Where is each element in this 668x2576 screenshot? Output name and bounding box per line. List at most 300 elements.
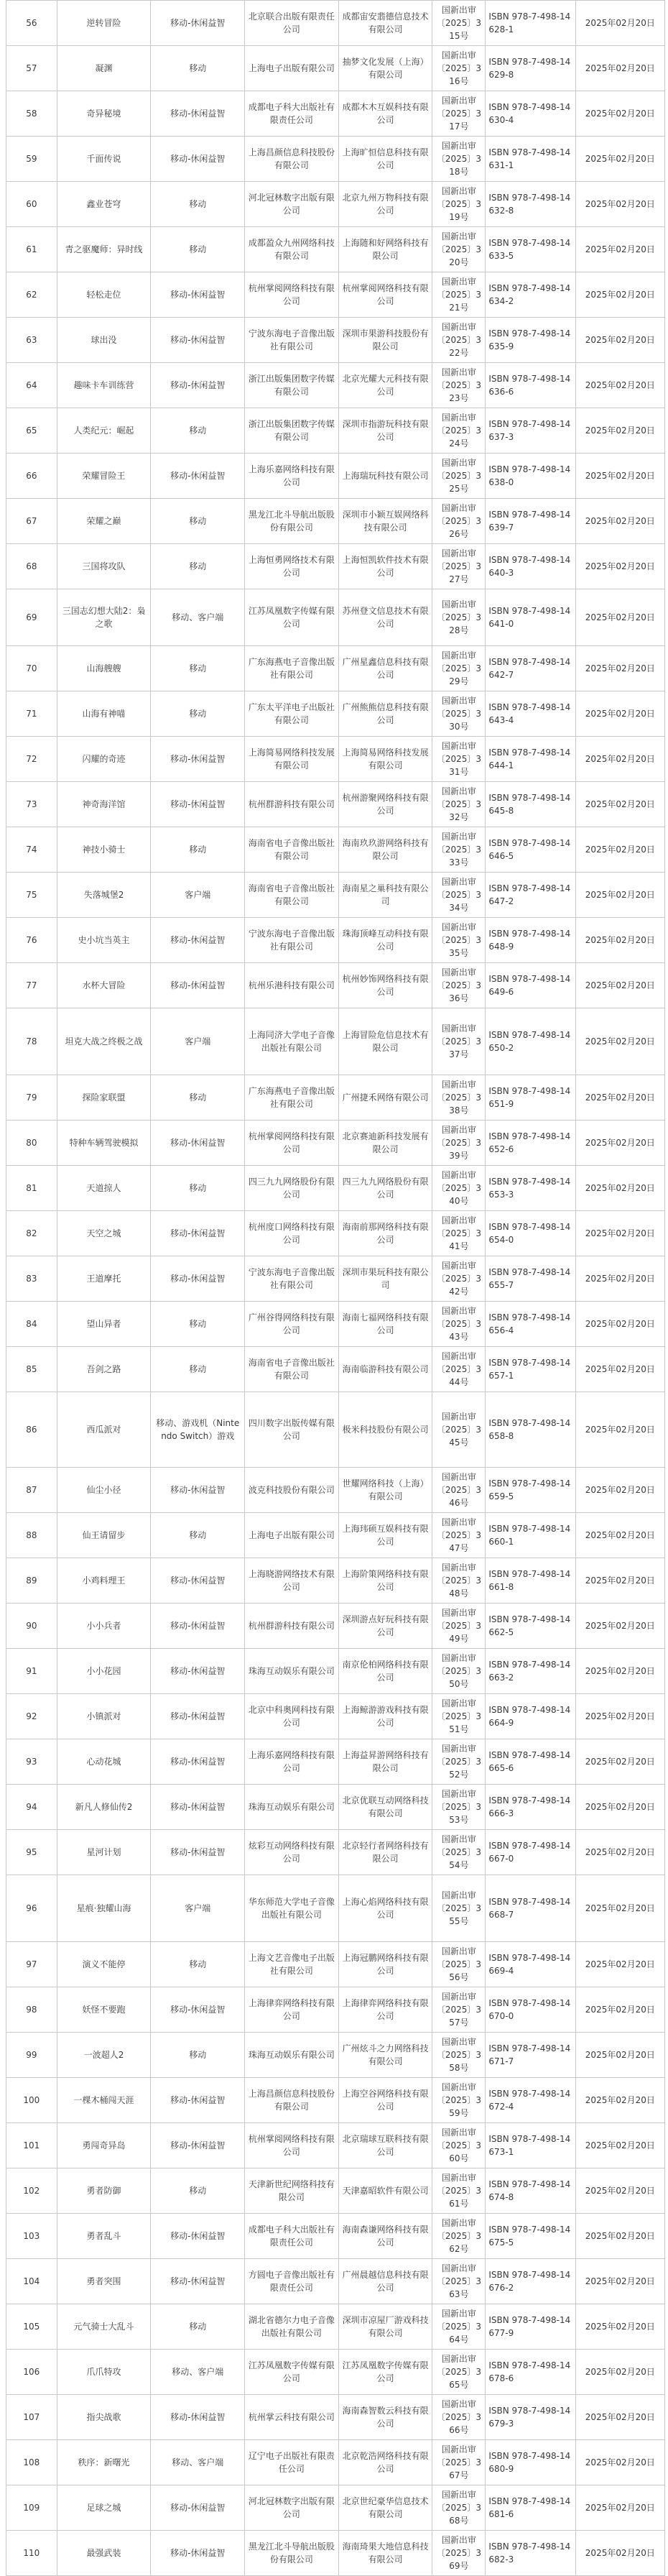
cell-game-name: 史小坑当英主	[57, 918, 151, 963]
cell-game-name: 探险家联盟	[57, 1075, 151, 1121]
cell-operator: 广州炫斗之力网络科技有限公司	[338, 2033, 432, 2078]
cell-game-name: 水杯大冒险	[57, 963, 151, 1008]
cell-operator: 四三九九网络股份有限公司	[338, 1166, 432, 1211]
cell-game-name: 仙王请留步	[57, 1513, 151, 1558]
isbn-text: ISBN 978-7-498-14680-9	[488, 2451, 571, 2474]
cell-game-type: 移动-休闲益智	[151, 318, 245, 363]
cell-publisher: 广东海燕电子音像出版社有限公司	[245, 646, 339, 691]
cell-operator: 海南星之巢科技有限公司	[338, 873, 432, 918]
table-row	[6, 2078, 665, 2123]
cell-publisher: 成都电子科大出版社有限责任公司	[245, 2214, 339, 2259]
cell-game-type: 移动-休闲益智	[151, 1121, 245, 1166]
cell-row-number: 64	[6, 363, 57, 408]
isbn-text: ISBN 978-7-498-14644-1	[488, 748, 571, 770]
cell-approval-date: 2025年02月20日	[575, 2214, 664, 2259]
cell-approval-number: 国新出审〔2025〕346号	[432, 1468, 486, 1513]
table-row	[6, 499, 665, 544]
cell-operator: 海南琦果大地信息科技有限公司	[338, 2531, 432, 2576]
cell-publisher: 上海文艺音像电子出版社有限公司	[245, 1942, 339, 1987]
table-row	[6, 1739, 665, 1785]
cell-operator: 江苏凤凰数字传媒有限公司	[338, 2350, 432, 2395]
table-row	[6, 1347, 665, 1392]
isbn-text: ISBN 978-7-498-14659-5	[488, 1478, 571, 1501]
cell-publisher: 珠海互动娱乐有限公司	[245, 1649, 339, 1694]
cell-operator: 上海律弈网络科技有限公司	[338, 1987, 432, 2033]
cell-isbn	[486, 1075, 575, 1121]
isbn-text: ISBN 978-7-498-14631-1	[488, 147, 571, 170]
cell-game-name: 勇者突围	[57, 2259, 151, 2304]
isbn-text: ISBN 978-7-498-14653-3	[488, 1177, 571, 1200]
cell-isbn	[486, 499, 575, 544]
isbn-text: ISBN 978-7-498-14656-4	[488, 1312, 571, 1335]
isbn-text: ISBN 978-7-498-14669-4	[488, 1953, 571, 1976]
table-row	[6, 2168, 665, 2214]
isbn-text: ISBN 978-7-498-14668-7	[488, 1897, 571, 1920]
cell-game-name: 小小花园	[57, 1649, 151, 1694]
cell-publisher: 杭州掌阅网络科技有限公司	[245, 1121, 339, 1166]
table-row	[6, 1302, 665, 1347]
cell-approval-number: 国新出审〔2025〕351号	[432, 1694, 486, 1739]
cell-approval-number: 国新出审〔2025〕358号	[432, 2033, 486, 2078]
cell-approval-number: 国新出审〔2025〕360号	[432, 2123, 486, 2168]
isbn-text: ISBN 978-7-498-14634-2	[488, 283, 571, 306]
cell-game-name: 足球之城	[57, 2485, 151, 2531]
cell-game-type: 移动-休闲益智	[151, 1830, 245, 1875]
table-row	[6, 873, 665, 918]
cell-operator: 上海阶策网络科技有限公司	[338, 1558, 432, 1604]
table-row	[6, 363, 665, 408]
cell-game-name: 天空之城	[57, 1211, 151, 1256]
cell-row-number: 69	[6, 589, 57, 646]
cell-game-name: 人类纪元：崛起	[57, 408, 151, 454]
cell-game-type: 移动-休闲益智	[151, 963, 245, 1008]
isbn-text: ISBN 978-7-498-14655-7	[488, 1267, 571, 1290]
cell-approval-number: 国新出审〔2025〕337号	[432, 1008, 486, 1075]
cell-operator: 杭州掌阅网络科技有限公司	[338, 272, 432, 318]
cell-row-number: 70	[6, 646, 57, 691]
cell-game-type: 移动-休闲益智	[151, 137, 245, 182]
cell-operator: 上海瑞玩科技有限公司	[338, 454, 432, 499]
cell-approval-date: 2025年02月20日	[575, 963, 664, 1008]
cell-game-name: 一棵木桶闯天涯	[57, 2078, 151, 2123]
cell-approval-number: 国新出审〔2025〕342号	[432, 1256, 486, 1302]
cell-isbn	[486, 2078, 575, 2123]
cell-approval-date: 2025年02月20日	[575, 454, 664, 499]
cell-game-type: 移动	[151, 1942, 245, 1987]
cell-approval-number: 国新出审〔2025〕340号	[432, 1166, 486, 1211]
cell-game-type: 移动	[151, 1166, 245, 1211]
isbn-text: ISBN 978-7-498-14676-2	[488, 2270, 571, 2293]
cell-publisher: 上海同济大学电子音像出版社有限公司	[245, 1008, 339, 1075]
cell-approval-number: 国新出审〔2025〕333号	[432, 827, 486, 873]
cell-approval-date: 2025年02月20日	[575, 589, 664, 646]
table-row	[6, 2440, 665, 2485]
cell-row-number: 59	[6, 137, 57, 182]
cell-game-name: 特种车辆驾驶模拟	[57, 1121, 151, 1166]
cell-row-number: 63	[6, 318, 57, 363]
table-row	[6, 1694, 665, 1739]
cell-game-type: 移动-休闲益智	[151, 2395, 245, 2440]
cell-isbn	[486, 1468, 575, 1513]
cell-approval-number: 国新出审〔2025〕322号	[432, 318, 486, 363]
cell-isbn	[486, 737, 575, 782]
isbn-text: ISBN 978-7-498-14633-5	[488, 238, 571, 261]
cell-approval-date: 2025年02月20日	[575, 2168, 664, 2214]
table-row	[6, 182, 665, 227]
cell-game-type: 移动-休闲益智	[151, 2214, 245, 2259]
cell-game-name: 三国志幻想大陆2：枭之歌	[57, 589, 151, 646]
cell-operator: 海南临游科技有限公司	[338, 1347, 432, 1392]
isbn-text: ISBN 978-7-498-14632-8	[488, 193, 571, 216]
cell-approval-date: 2025年02月20日	[575, 2395, 664, 2440]
cell-game-type: 移动	[151, 408, 245, 454]
cell-publisher: 黑龙江北斗导航出版股份有限公司	[245, 2531, 339, 2576]
table-row	[6, 1, 665, 46]
cell-row-number: 82	[6, 1211, 57, 1256]
cell-game-name: 三国将攻队	[57, 544, 151, 589]
table-row	[6, 1121, 665, 1166]
table-row	[6, 963, 665, 1008]
cell-approval-number: 国新出审〔2025〕321号	[432, 272, 486, 318]
cell-approval-date: 2025年02月20日	[575, 1649, 664, 1694]
cell-game-type: 移动、游戏机（Nintendo Switch）游戏	[151, 1392, 245, 1468]
isbn-text: ISBN 978-7-498-14635-9	[488, 328, 571, 351]
cell-isbn	[486, 408, 575, 454]
cell-operator: 北京光耀大元科技有限公司	[338, 363, 432, 408]
cell-publisher: 湖北省德尔力电子音像出版社有限公司	[245, 2304, 339, 2350]
cell-approval-date: 2025年02月20日	[575, 2350, 664, 2395]
table-row	[6, 589, 665, 646]
cell-approval-number: 国新出审〔2025〕328号	[432, 589, 486, 646]
cell-game-name: 爪爪特攻	[57, 2350, 151, 2395]
isbn-text: ISBN 978-7-498-14645-8	[488, 793, 571, 816]
cell-game-name: 勇者乱斗	[57, 2214, 151, 2259]
cell-row-number: 98	[6, 1987, 57, 2033]
isbn-text: ISBN 978-7-498-14640-3	[488, 555, 571, 578]
isbn-text: ISBN 978-7-498-14650-2	[488, 1030, 571, 1053]
cell-approval-date: 2025年02月20日	[575, 1739, 664, 1785]
cell-approval-date: 2025年02月20日	[575, 91, 664, 137]
cell-game-name: 吾剑之路	[57, 1347, 151, 1392]
cell-game-type: 移动-休闲益智	[151, 1468, 245, 1513]
approval-table	[6, 0, 665, 2576]
isbn-text: ISBN 978-7-498-14643-4	[488, 702, 571, 725]
cell-approval-date: 2025年02月20日	[575, 1, 664, 46]
cell-operator: 上海冠鹏网络科技有限公司	[338, 1942, 432, 1987]
isbn-text: ISBN 978-7-498-14628-1	[488, 12, 571, 34]
cell-game-type: 客户端	[151, 1008, 245, 1075]
cell-isbn	[486, 1256, 575, 1302]
cell-row-number: 97	[6, 1942, 57, 1987]
cell-approval-date: 2025年02月20日	[575, 1875, 664, 1942]
cell-approval-number: 国新出审〔2025〕315号	[432, 1, 486, 46]
cell-isbn	[486, 182, 575, 227]
cell-row-number: 92	[6, 1694, 57, 1739]
cell-approval-number: 国新出审〔2025〕365号	[432, 2350, 486, 2395]
cell-game-name: 一波超人2	[57, 2033, 151, 2078]
cell-publisher: 北京中科奥网科技有限公司	[245, 1694, 339, 1739]
cell-approval-date: 2025年02月20日	[575, 2078, 664, 2123]
cell-game-name: 凝渊	[57, 46, 151, 91]
cell-row-number: 84	[6, 1302, 57, 1347]
cell-operator: 极米科技股份有限公司	[338, 1392, 432, 1468]
cell-isbn	[486, 646, 575, 691]
cell-isbn	[486, 1302, 575, 1347]
cell-game-name: 天道掠人	[57, 1166, 151, 1211]
cell-isbn	[486, 691, 575, 737]
cell-publisher: 浙江出版集团数字传媒有限公司	[245, 408, 339, 454]
cell-approval-number: 国新出审〔2025〕341号	[432, 1211, 486, 1256]
cell-approval-date: 2025年02月20日	[575, 873, 664, 918]
cell-operator: 广州晨越信息科技有限公司	[338, 2259, 432, 2304]
cell-approval-number: 国新出审〔2025〕326号	[432, 499, 486, 544]
cell-publisher: 上海昌颜信息科技股份有限公司	[245, 2078, 339, 2123]
cell-operator: 上海鲸游游戏科技有限公司	[338, 1694, 432, 1739]
cell-approval-number: 国新出审〔2025〕324号	[432, 408, 486, 454]
table-row	[6, 1987, 665, 2033]
cell-approval-number: 国新出审〔2025〕344号	[432, 1347, 486, 1392]
cell-operator: 上海旷恒信息科技有限公司	[338, 137, 432, 182]
cell-operator: 深圳市果玩科技有限公司	[338, 1256, 432, 1302]
cell-game-name: 新凡人修仙传2	[57, 1785, 151, 1830]
cell-approval-number: 国新出审〔2025〕335号	[432, 918, 486, 963]
table-row	[6, 1392, 665, 1468]
cell-isbn	[486, 454, 575, 499]
cell-publisher: 杭州群游科技有限公司	[245, 1604, 339, 1649]
cell-approval-date: 2025年02月20日	[575, 1942, 664, 1987]
cell-isbn	[486, 1211, 575, 1256]
cell-game-name: 西瓜派对	[57, 1392, 151, 1468]
cell-approval-number: 国新出审〔2025〕347号	[432, 1513, 486, 1558]
cell-game-name: 神奇海洋馆	[57, 782, 151, 827]
cell-game-name: 青之驱魔师：异时线	[57, 227, 151, 272]
cell-game-type: 移动-休闲益智	[151, 363, 245, 408]
cell-row-number: 81	[6, 1166, 57, 1211]
table-row	[6, 1211, 665, 1256]
cell-operator: 上海玮硕互娱科技有限公司	[338, 1513, 432, 1558]
cell-approval-number: 国新出审〔2025〕325号	[432, 454, 486, 499]
cell-publisher: 广东太平洋电子出版社有限公司	[245, 691, 339, 737]
cell-game-name: 球出没	[57, 318, 151, 363]
cell-operator: 海南森谦网络科技有限公司	[338, 2214, 432, 2259]
cell-game-name: 元气骑士大乱斗	[57, 2304, 151, 2350]
cell-approval-number: 国新出审〔2025〕339号	[432, 1121, 486, 1166]
cell-row-number: 79	[6, 1075, 57, 1121]
cell-game-type: 移动-休闲益智	[151, 2123, 245, 2168]
cell-operator: 深圳市果游科技股份有限公司	[338, 318, 432, 363]
cell-publisher: 上海律弈网络科技有限公司	[245, 1987, 339, 2033]
cell-approval-date: 2025年02月20日	[575, 1256, 664, 1302]
table-row	[6, 1785, 665, 1830]
cell-operator: 上海空谷网络科技有限公司	[338, 2078, 432, 2123]
table-row	[6, 1942, 665, 1987]
cell-game-name: 千面传说	[57, 137, 151, 182]
cell-row-number: 109	[6, 2485, 57, 2531]
cell-approval-number: 国新出审〔2025〕367号	[432, 2440, 486, 2485]
table-row	[6, 408, 665, 454]
isbn-text: ISBN 978-7-498-14630-4	[488, 102, 571, 125]
cell-approval-date: 2025年02月20日	[575, 1166, 664, 1211]
cell-isbn	[486, 2168, 575, 2214]
cell-row-number: 66	[6, 454, 57, 499]
cell-row-number: 56	[6, 1, 57, 46]
cell-approval-number: 国新出审〔2025〕319号	[432, 182, 486, 227]
cell-isbn	[486, 2123, 575, 2168]
cell-game-type: 移动-休闲益智	[151, 272, 245, 318]
table-row	[6, 91, 665, 137]
cell-game-type: 移动	[151, 1075, 245, 1121]
cell-publisher: 宁波东海电子音像出版社有限公司	[245, 918, 339, 963]
cell-approval-date: 2025年02月20日	[575, 737, 664, 782]
cell-publisher: 海南省电子音像出版社有限公司	[245, 827, 339, 873]
cell-approval-date: 2025年02月20日	[575, 1785, 664, 1830]
cell-row-number: 89	[6, 1558, 57, 1604]
cell-operator: 海南七福网络科技有限公司	[338, 1302, 432, 1347]
cell-isbn	[486, 2214, 575, 2259]
cell-publisher: 杭州掌云科技有限公司	[245, 2395, 339, 2440]
isbn-text: ISBN 978-7-498-14652-6	[488, 1131, 571, 1154]
cell-publisher: 上海乐嘉网络科技有限公司	[245, 454, 339, 499]
cell-approval-number: 国新出审〔2025〕355号	[432, 1875, 486, 1942]
cell-row-number: 58	[6, 91, 57, 137]
cell-operator: 海南森智数云科技有限公司	[338, 2395, 432, 2440]
cell-approval-date: 2025年02月20日	[575, 318, 664, 363]
cell-isbn	[486, 1785, 575, 1830]
cell-approval-date: 2025年02月20日	[575, 1987, 664, 2033]
cell-game-type: 移动-休闲益智	[151, 91, 245, 137]
cell-game-type: 移动-休闲益智	[151, 1558, 245, 1604]
cell-operator: 北京轻行者网络科技有限公司	[338, 1830, 432, 1875]
cell-row-number: 75	[6, 873, 57, 918]
isbn-text: ISBN 978-7-498-14664-9	[488, 1705, 571, 1728]
table-row	[6, 782, 665, 827]
cell-approval-date: 2025年02月20日	[575, 1302, 664, 1347]
cell-approval-number: 国新出审〔2025〕334号	[432, 873, 486, 918]
cell-game-type: 移动-休闲益智	[151, 2485, 245, 2531]
cell-game-type: 移动	[151, 691, 245, 737]
cell-game-name: 山海艘艘	[57, 646, 151, 691]
cell-approval-number: 国新出审〔2025〕316号	[432, 46, 486, 91]
cell-game-type: 移动	[151, 227, 245, 272]
cell-publisher: 北京联合出版有限责任公司	[245, 1, 339, 46]
cell-isbn	[486, 2485, 575, 2531]
cell-isbn	[486, 227, 575, 272]
cell-row-number: 86	[6, 1392, 57, 1468]
table-row	[6, 2485, 665, 2531]
cell-row-number: 71	[6, 691, 57, 737]
cell-approval-date: 2025年02月20日	[575, 2485, 664, 2531]
table-row	[6, 1830, 665, 1875]
table-row	[6, 1649, 665, 1694]
cell-game-type: 移动-休闲益智	[151, 1987, 245, 2033]
cell-publisher: 方圆电子音像出版社有限责任公司	[245, 2259, 339, 2304]
cell-approval-date: 2025年02月20日	[575, 182, 664, 227]
cell-operator: 上海随和好网络科技有限公司	[338, 227, 432, 272]
cell-approval-number: 国新出审〔2025〕361号	[432, 2168, 486, 2214]
cell-row-number: 68	[6, 544, 57, 589]
cell-approval-number: 国新出审〔2025〕336号	[432, 963, 486, 1008]
table-row	[6, 454, 665, 499]
cell-publisher: 杭州群游科技有限公司	[245, 782, 339, 827]
cell-row-number: 103	[6, 2214, 57, 2259]
cell-row-number: 101	[6, 2123, 57, 2168]
cell-game-name: 失落城堡2	[57, 873, 151, 918]
isbn-text: ISBN 978-7-498-14651-9	[488, 1086, 571, 1109]
cell-row-number: 60	[6, 182, 57, 227]
cell-game-type: 移动	[151, 46, 245, 91]
cell-operator: 苏州登文信息技术有限公司	[338, 589, 432, 646]
table-row	[6, 1875, 665, 1942]
cell-approval-date: 2025年02月20日	[575, 1830, 664, 1875]
cell-approval-number: 国新出审〔2025〕343号	[432, 1302, 486, 1347]
cell-approval-date: 2025年02月20日	[575, 1008, 664, 1075]
cell-approval-number: 国新出审〔2025〕331号	[432, 737, 486, 782]
cell-approval-number: 国新出审〔2025〕356号	[432, 1942, 486, 1987]
cell-approval-date: 2025年02月20日	[575, 46, 664, 91]
cell-approval-date: 2025年02月20日	[575, 2304, 664, 2350]
cell-publisher: 海南省电子音像出版社有限公司	[245, 873, 339, 918]
cell-game-name: 妖怪不要跑	[57, 1987, 151, 2033]
cell-row-number: 80	[6, 1121, 57, 1166]
table-row	[6, 137, 665, 182]
isbn-text: ISBN 978-7-498-14658-8	[488, 1418, 571, 1441]
cell-isbn	[486, 91, 575, 137]
cell-game-name: 勇闯奇异岛	[57, 2123, 151, 2168]
table-row	[6, 1166, 665, 1211]
cell-game-name: 小镇派对	[57, 1694, 151, 1739]
cell-approval-date: 2025年02月20日	[575, 1513, 664, 1558]
cell-game-name: 演义不能停	[57, 1942, 151, 1987]
cell-approval-number: 国新出审〔2025〕364号	[432, 2304, 486, 2350]
cell-publisher: 上海晓游网络技术有限公司	[245, 1558, 339, 1604]
table-row	[6, 1513, 665, 1558]
cell-approval-number: 国新出审〔2025〕348号	[432, 1558, 486, 1604]
cell-approval-number: 国新出审〔2025〕338号	[432, 1075, 486, 1121]
cell-game-type: 移动-休闲益智	[151, 2531, 245, 2576]
cell-approval-date: 2025年02月20日	[575, 1392, 664, 1468]
cell-game-type: 移动-休闲益智	[151, 1694, 245, 1739]
cell-operator: 北京赛迪新科技发展有限公司	[338, 1121, 432, 1166]
table-row	[6, 1468, 665, 1513]
cell-row-number: 105	[6, 2304, 57, 2350]
cell-approval-number: 国新出审〔2025〕369号	[432, 2531, 486, 2576]
cell-game-name: 最强武装	[57, 2531, 151, 2576]
cell-isbn	[486, 1166, 575, 1211]
cell-publisher: 浙江出版集团数字传媒有限公司	[245, 363, 339, 408]
cell-operator: 北京世纪豪华信息技术有限公司	[338, 2485, 432, 2531]
table-row	[6, 691, 665, 737]
cell-isbn	[486, 827, 575, 873]
cell-publisher: 珠海互动娱乐有限公司	[245, 1785, 339, 1830]
cell-publisher: 广东海燕电子音像出版社有限公司	[245, 1075, 339, 1121]
cell-publisher: 广州谷得网络科技有限公司	[245, 1302, 339, 1347]
isbn-text: ISBN 978-7-498-14647-2	[488, 883, 571, 906]
cell-approval-date: 2025年02月20日	[575, 1694, 664, 1739]
cell-publisher: 成都盈众九州网络科技有限公司	[245, 227, 339, 272]
cell-row-number: 72	[6, 737, 57, 782]
cell-game-type: 移动-休闲益智	[151, 1, 245, 46]
cell-game-name: 仙尘小径	[57, 1468, 151, 1513]
cell-row-number: 102	[6, 2168, 57, 2214]
cell-approval-number: 国新出审〔2025〕353号	[432, 1785, 486, 1830]
cell-publisher: 四三九九网络股份有限公司	[245, 1166, 339, 1211]
cell-isbn	[486, 46, 575, 91]
cell-isbn	[486, 1392, 575, 1468]
isbn-text: ISBN 978-7-498-14629-8	[488, 57, 571, 80]
cell-operator: 成都木木互娱科技有限公司	[338, 91, 432, 137]
cell-game-name: 星痕·独耀山海	[57, 1875, 151, 1942]
cell-approval-number: 国新出审〔2025〕357号	[432, 1987, 486, 2033]
